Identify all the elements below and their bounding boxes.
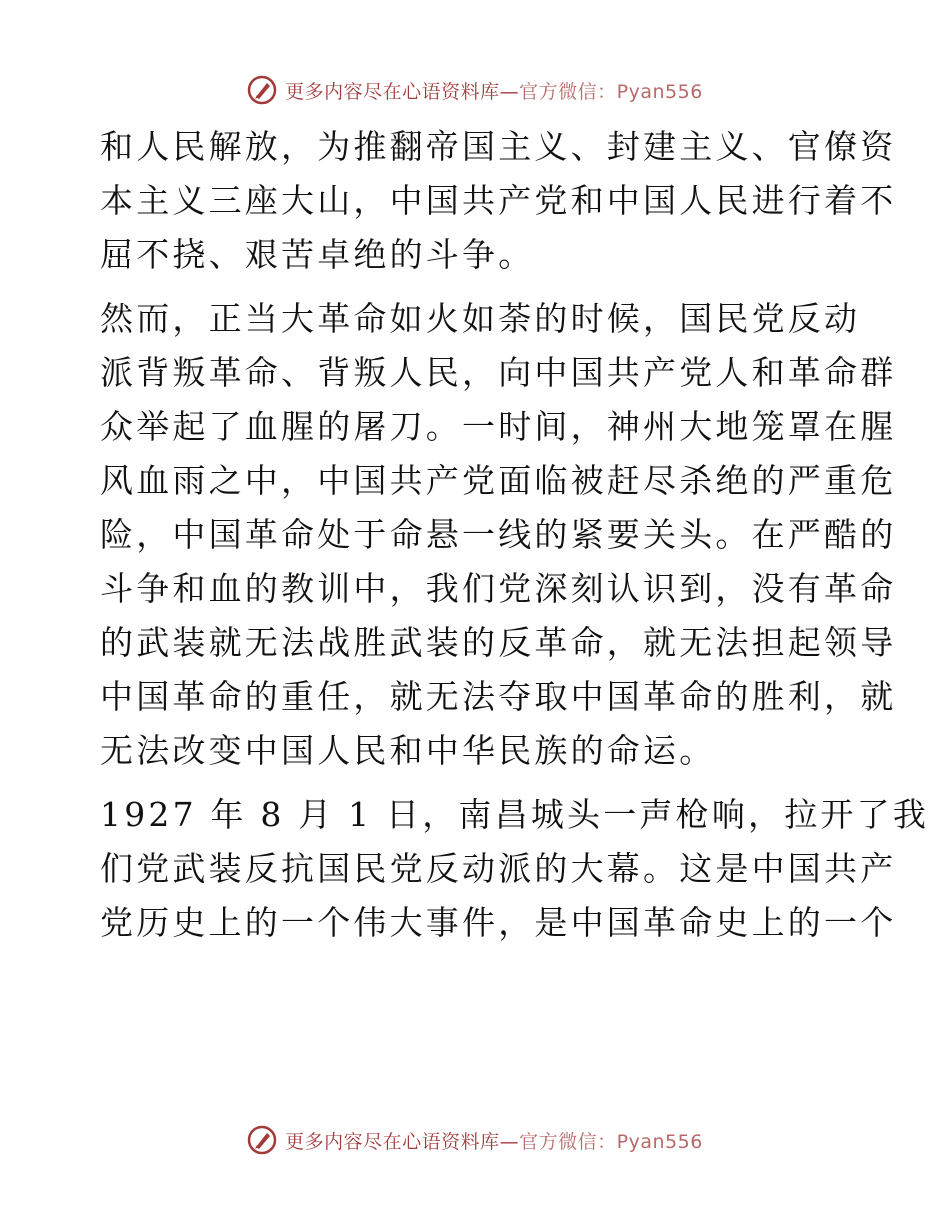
text-line: 们党武装反抗国民党反动派的大幕。这是中国共产 xyxy=(100,849,897,888)
banner-wechat: 官方微信：Pyan556 xyxy=(519,1130,703,1153)
document-body xyxy=(100,120,930,950)
text-line: 党历史上的一个伟大事件，是中国革命史上的一个 xyxy=(100,903,897,942)
pen-logo-icon xyxy=(247,75,277,105)
text-line: 斗争和血的教训中，我们党深刻认识到，没有革命 xyxy=(100,569,897,608)
text-line: 中国革命的重任，就无法夺取中国革命的胜利，就 xyxy=(100,677,897,716)
text-line: 和人民解放，为推翻帝国主义、封建主义、官僚资 xyxy=(100,127,897,166)
text-line: 1927 年 8 月 1 日，南昌城头一声枪响，拉开了我 xyxy=(100,795,930,834)
header-banner xyxy=(0,70,950,110)
paragraph-1 xyxy=(100,120,897,282)
banner-text: 更多内容尽在心语资料库— xyxy=(285,80,520,103)
paragraph-3 xyxy=(100,788,930,950)
text-line: 的武装就无法战胜武装的反革命，就无法担起领导 xyxy=(100,623,897,662)
paragraph-2 xyxy=(100,292,897,778)
footer-banner xyxy=(0,1120,950,1160)
banner-wechat: 官方微信：Pyan556 xyxy=(519,80,703,103)
text-line: 险，中国革命处于命悬一线的紧要关头。在严酷的 xyxy=(100,515,897,554)
text-line: 本主义三座大山，中国共产党和中国人民进行着不 xyxy=(100,181,897,220)
banner-text: 更多内容尽在心语资料库— xyxy=(285,1130,520,1153)
text-line: 无法改变中国人民和中华民族的命运。 xyxy=(100,731,716,770)
text-line: 风血雨之中，中国共产党面临被赶尽杀绝的严重危 xyxy=(100,461,897,500)
text-line: 然而，正当大革命如火如荼的时候，国民党反动 xyxy=(100,299,861,338)
text-line: 屈不挠、艰苦卓绝的斗争。 xyxy=(100,235,535,274)
text-line: 派背叛革命、背叛人民，向中国共产党人和革命群 xyxy=(100,353,897,392)
text-line: 众举起了血腥的屠刀。一时间，神州大地笼罩在腥 xyxy=(100,407,897,446)
pen-logo-icon xyxy=(247,1125,277,1155)
